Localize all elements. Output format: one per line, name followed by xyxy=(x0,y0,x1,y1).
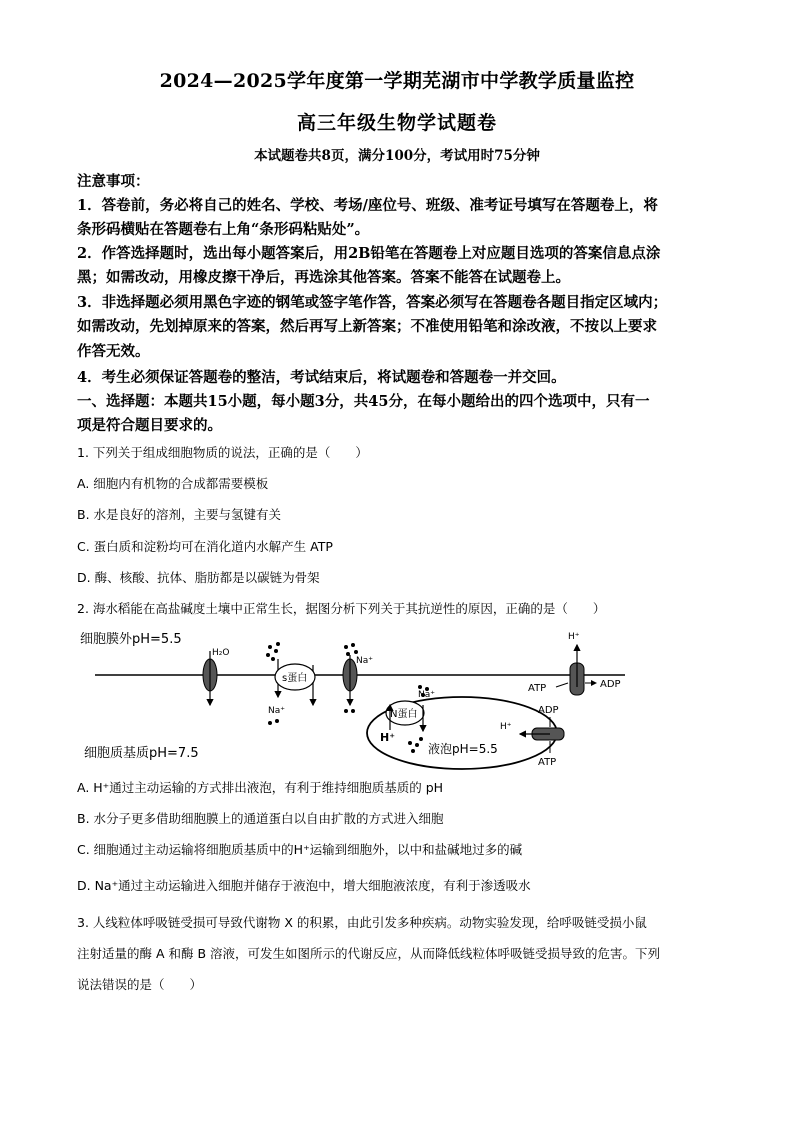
q1-stem: 1. 下列关于组成细胞物质的说法，正确的是（ ） xyxy=(77,445,368,460)
section-heading: 项是符合题目要求的。 xyxy=(77,417,222,434)
exam-title: 2024—2025学年度第一学期芜湖市中学教学质量监控 xyxy=(159,70,635,92)
notice-line: 作答无效。 xyxy=(77,343,150,360)
notice-line: 2．作答选择题时，选出每小题答案后，用2B铅笔在答题卷上对应题目选项的答案信息点涂 xyxy=(77,245,661,262)
h-plus-pump-label: H⁺ xyxy=(568,632,580,642)
q1-option-d: D. 酶、核酸、抗体、脂肪都是以碳链为骨架 xyxy=(77,570,320,585)
h2o-label: H₂O xyxy=(212,648,230,658)
exam-info: 本试题卷共8页，满分100分，考试用时75分钟 xyxy=(254,148,540,164)
q3-stem-line: 3. 人线粒体呼吸链受损可导致代谢物 X 的积累，由此引发多种疾病。动物实验发现，给呼吸链受损小鼠 xyxy=(77,915,647,930)
exam-subtitle: 高三年级生物学试题卷 xyxy=(296,112,497,134)
adp-label: ADP xyxy=(600,679,621,690)
q2-option-d: D. Na⁺通过主动运输进入细胞并储存于液泡中，增大细胞液浓度，有利于渗透吸水 xyxy=(77,878,531,893)
q3-stem-line: 说法错误的是（ ） xyxy=(77,977,203,992)
notice-line: 条形码横贴在答题卷右上角“条形码粘贴处”。 xyxy=(77,221,370,238)
na-plus-channel-label: Na⁺ xyxy=(356,656,373,666)
adp-vacuole-label: ADP xyxy=(538,705,559,716)
notice-line: 3．非选择题必须用黑色字迹的钢笔或签字笔作答，答案必须写在答题卷各题目指定区域内； xyxy=(77,294,668,311)
na-channel xyxy=(343,643,373,713)
atp-label: ATP xyxy=(528,683,547,694)
notice-line: 1．答卷前，务必将自己的姓名、学校、考场/座位号、班级、准考证号填写在答题卷上，将 xyxy=(77,197,658,214)
q1-option-b: B. 水是良好的溶剂，主要与氢键有关 xyxy=(77,507,282,522)
na-plus-label: Na⁺ xyxy=(268,706,285,716)
na-plus-vacuole-label: Na⁺ xyxy=(418,690,435,700)
atp-vacuole-label: ATP xyxy=(538,757,557,768)
q2-option-a: A. H⁺通过主动运输的方式排出液泡，有利于维持细胞质基质的 pH xyxy=(77,780,444,795)
notice-line: 4．考生必须保证答题卷的整洁，考试结束后，将试题卷和答题卷一并交回。 xyxy=(77,369,566,386)
h-plus-vacuole-pump-label: H⁺ xyxy=(500,722,512,732)
q1-option-c: C. 蛋白质和淀粉均可在消化道内水解产生 ATP xyxy=(77,539,333,554)
plasma-membrane-proton-pump xyxy=(528,632,621,695)
notice-heading: 注意事项： xyxy=(77,173,150,190)
cytoplasm-ph-label: 细胞质基质pH=7.5 xyxy=(84,746,199,761)
n-protein-label: N蛋白 xyxy=(390,709,418,720)
q2-option-c: C. 细胞通过主动运输将细胞质基质中的H⁺运输到细胞外，以中和盐碱地过多的碱 xyxy=(77,842,523,857)
q2-membrane-diagram xyxy=(80,625,720,775)
h-plus-label: H⁺ xyxy=(380,731,396,744)
s-protein-transporter xyxy=(266,642,315,725)
q2-stem: 2. 海水稻能在高盐碱度土壤中正常生长，据图分析下列关于其抗逆性的原因，正确的是（ ） xyxy=(77,601,606,616)
q3-stem-line: 注射适量的酶 A 和酶 B 溶液，可发生如图所示的代谢反应，从而降低线粒体呼吸链受损导致的危害。下列 xyxy=(77,946,661,961)
n-protein-transporter xyxy=(380,685,435,753)
vacuole-ph-label: 液泡pH=5.5 xyxy=(428,742,498,756)
vacuole-proton-pump xyxy=(500,705,564,768)
notice-line: 如需改动，先划掉原来的答案，然后再写上新答案；不准使用铅笔和涂改液，不按以上要求 xyxy=(77,318,657,335)
q2-option-b: B. 水分子更多借助细胞膜上的通道蛋白以自由扩散的方式进入细胞 xyxy=(77,811,444,826)
outside-ph-label: 细胞膜外pH=5.5 xyxy=(80,632,182,647)
aquaporin-channel xyxy=(203,648,229,705)
q1-option-a: A. 细胞内有机物的合成都需要模板 xyxy=(77,476,269,491)
s-protein-label: s蛋白 xyxy=(282,673,308,684)
section-heading: 一、选择题：本题共15小题，每小题3分，共45分，在每小题给出的四个选项中，只有一 xyxy=(77,393,650,410)
notice-line: 黑；如需改动，用橡皮擦干净后，再选涂其他答案。答案不能答在试题卷上。 xyxy=(77,269,570,286)
